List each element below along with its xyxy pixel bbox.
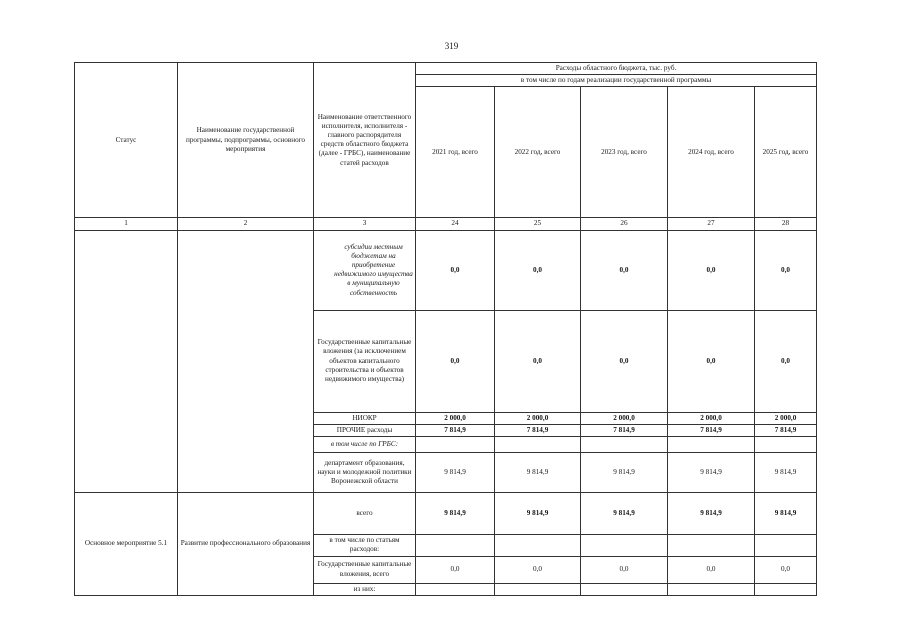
header-budget-title: Расходы областного бюджета, тыс. руб. <box>416 63 817 75</box>
value-2025: 7 814,9 <box>755 424 817 436</box>
value-2022: 0,0 <box>495 556 581 583</box>
column-number: 25 <box>495 218 581 230</box>
table-row <box>75 230 817 310</box>
value-2023: 0,0 <box>581 556 668 583</box>
value-2021: 9 814,9 <box>416 493 495 535</box>
program-cell: Развитие профессионального образования <box>178 493 314 596</box>
value-2024: 2 000,0 <box>668 412 755 424</box>
value-2025: 9 814,9 <box>755 493 817 535</box>
row-label: Государственные капитальные вложения (за исключением объектов капитального строительства и объектов недвижимого имущества) <box>314 310 416 412</box>
value-empty <box>495 437 581 453</box>
column-number: 26 <box>581 218 668 230</box>
value-2024: 9 814,9 <box>668 493 755 535</box>
value-2025: 0,0 <box>755 230 817 310</box>
value-2021: 0,0 <box>416 230 495 310</box>
value-2025: 9 814,9 <box>755 453 817 493</box>
value-2022: 9 814,9 <box>495 453 581 493</box>
budget-table <box>74 62 817 596</box>
value-2023: 9 814,9 <box>581 453 668 493</box>
value-empty <box>581 583 668 595</box>
header-year-2025: 2025 год, всего <box>755 87 817 218</box>
value-empty <box>668 535 755 556</box>
row-label: субсидии местным бюджетам на приобретение недвижимого имущества в муниципальную собственность <box>314 230 416 310</box>
row-label: НИОКР <box>314 412 416 424</box>
program-cell-empty <box>178 230 314 492</box>
value-2021: 0,0 <box>416 310 495 412</box>
column-number: 2 <box>178 218 314 230</box>
column-number: 24 <box>416 218 495 230</box>
value-empty <box>755 583 817 595</box>
value-2025: 0,0 <box>755 556 817 583</box>
value-empty <box>668 437 755 453</box>
row-label: в том числе по ГРБС: <box>314 437 416 453</box>
page-number: 319 <box>444 41 459 51</box>
value-2021: 2 000,0 <box>416 412 495 424</box>
value-2024: 0,0 <box>668 556 755 583</box>
value-2025: 2 000,0 <box>755 412 817 424</box>
header-program-name: Наименование государственной программы, подпрограммы, основного мероприятия <box>178 63 314 218</box>
header-year-2021: 2021 год, всего <box>416 87 495 218</box>
value-2024: 0,0 <box>668 230 755 310</box>
value-2022: 2 000,0 <box>495 412 581 424</box>
value-2021: 0,0 <box>416 556 495 583</box>
status-cell: Основное мероприятие 5.1 <box>75 493 178 596</box>
row-label: из них: <box>314 583 416 595</box>
column-number-row <box>75 218 817 230</box>
row-label: всего <box>314 493 416 535</box>
value-2022: 7 814,9 <box>495 424 581 436</box>
column-number: 27 <box>668 218 755 230</box>
table-row <box>75 493 817 535</box>
value-2023: 0,0 <box>581 230 668 310</box>
value-empty <box>668 583 755 595</box>
value-2021: 7 814,9 <box>416 424 495 436</box>
value-empty <box>495 535 581 556</box>
value-2022: 9 814,9 <box>495 493 581 535</box>
value-empty <box>495 583 581 595</box>
header-status: Статус <box>75 63 178 218</box>
value-2022: 0,0 <box>495 310 581 412</box>
column-number: 28 <box>755 218 817 230</box>
value-empty <box>581 437 668 453</box>
value-empty <box>416 583 495 595</box>
column-number: 3 <box>314 218 416 230</box>
header-year-2024: 2024 год, всего <box>668 87 755 218</box>
header-years-subtitle: в том числе по годам реализации государственной программы <box>416 75 817 87</box>
value-2023: 7 814,9 <box>581 424 668 436</box>
value-2023: 2 000,0 <box>581 412 668 424</box>
value-empty <box>755 437 817 453</box>
status-cell-empty <box>75 230 178 492</box>
column-number: 1 <box>75 218 178 230</box>
value-empty <box>581 535 668 556</box>
row-label: департамент образования, науки и молодежной политики Воронежской области <box>314 453 416 493</box>
value-empty <box>755 535 817 556</box>
value-2023: 0,0 <box>581 310 668 412</box>
header-year-2023: 2023 год, всего <box>581 87 668 218</box>
value-2025: 0,0 <box>755 310 817 412</box>
value-2022: 0,0 <box>495 230 581 310</box>
value-2024: 7 814,9 <box>668 424 755 436</box>
value-2021: 9 814,9 <box>416 453 495 493</box>
value-2023: 9 814,9 <box>581 493 668 535</box>
value-empty <box>416 437 495 453</box>
header-year-2022: 2022 год, всего <box>495 87 581 218</box>
header-row-title <box>75 63 817 75</box>
row-label: в том числе по статьям расходов: <box>314 535 416 556</box>
header-executor: Наименование ответственного исполнителя, исполнителя - главного распорядителя средств областного бюджета (далее - ГРБС), наименование статей расходов <box>314 63 416 218</box>
value-2024: 9 814,9 <box>668 453 755 493</box>
value-2024: 0,0 <box>668 310 755 412</box>
row-label: ПРОЧИЕ расходы <box>314 424 416 436</box>
value-empty <box>416 535 495 556</box>
row-label: Государственные капитальные вложения, всего <box>314 556 416 583</box>
